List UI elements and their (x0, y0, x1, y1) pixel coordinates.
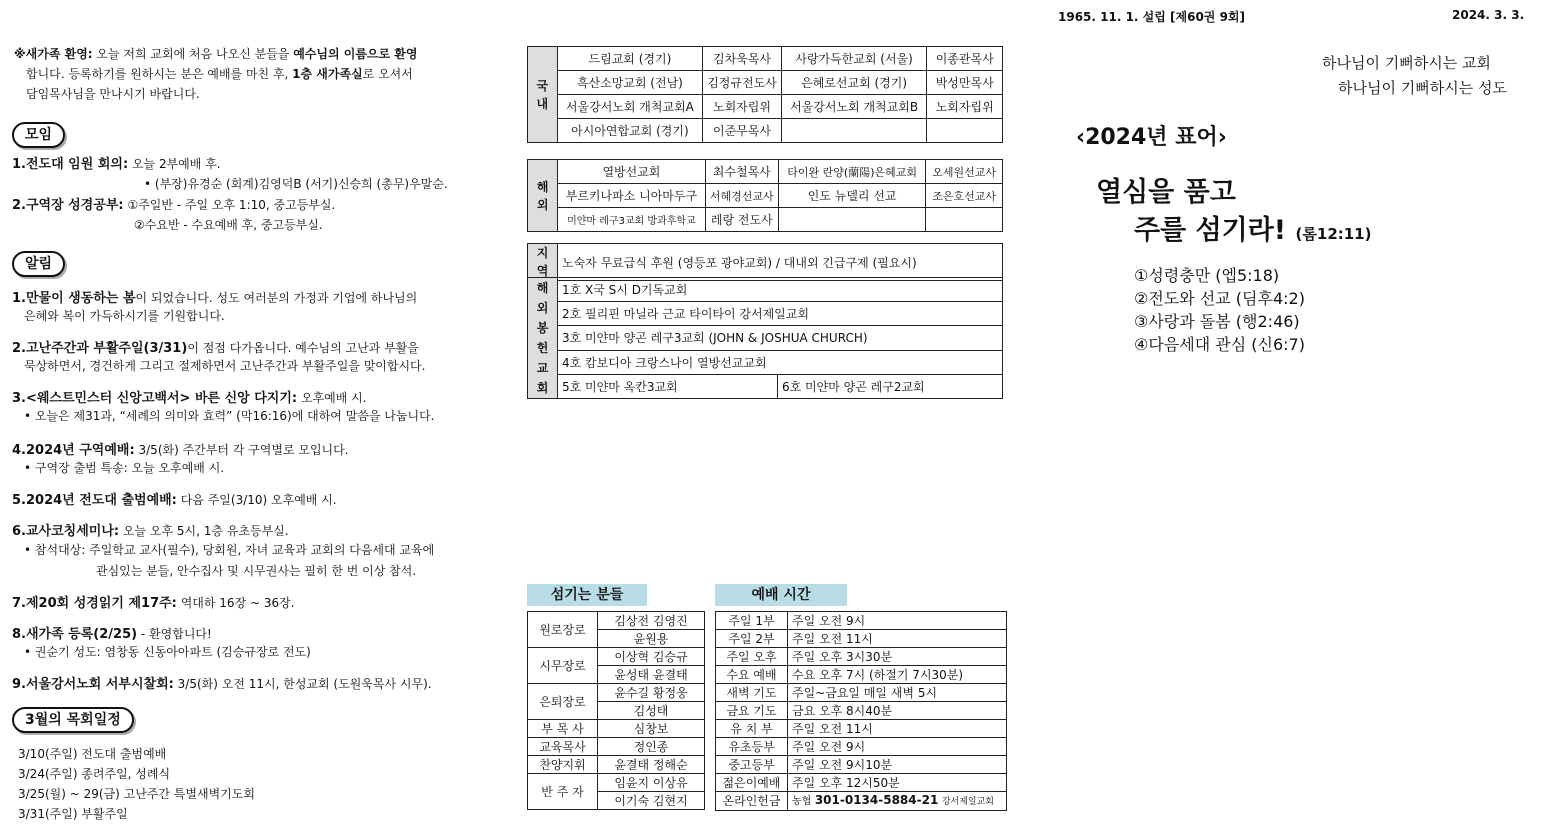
servant-names: 임윤지 이상유 (598, 774, 705, 792)
domestic-cell: 흑산소망교회 (전남) (557, 71, 703, 95)
worship-service: 유초등부 (716, 738, 788, 756)
support-church: 2호 필리핀 마닐라 근교 타이타이 강서제일교회 (558, 302, 1003, 326)
welcome-text-2: 합니다. 등록하기를 원하시는 분은 예배를 마친 후, (26, 67, 293, 81)
worship-time: 주일 오전 9시10분 (788, 756, 1007, 774)
notice-9-text: 3/5(화) 오전 11시, 한성교회 (도원욱목사 시무). (173, 677, 432, 691)
domestic-cell: 김정규전도사 (703, 71, 782, 95)
domestic-cell: 드림교회 (경기) (557, 47, 703, 71)
notice-6-line2: • 참석대상: 주일학교 교사(필수), 당회원, 자녀 교육과 교회의 다음세대 교육에 (24, 543, 435, 557)
servant-names: 윤원용 (598, 630, 705, 648)
domestic-label: 국내 (528, 47, 558, 143)
notice-1-head: 1.만물이 생동하는 봄 (12, 291, 136, 306)
bulletin-date: 2024. 3. 3. (1452, 8, 1525, 22)
notice-item-8 (12, 623, 212, 642)
servant-role: 찬양지휘 (528, 756, 598, 774)
servant-names: 심창보 (598, 720, 705, 738)
worship-time: 수요 오후 7시 (하절기 7시30분) (788, 666, 1007, 684)
schedule-item-1: 3/10(주일) 전도대 출범예배 (18, 747, 167, 761)
support-church: 5호 미얀마 옥칸3교회 (558, 374, 778, 398)
offering-account: 301-0134-5884-21 (814, 793, 939, 807)
offering-info (788, 792, 1007, 811)
goal-item: ④다음세대 관심 (신6:7) (1134, 335, 1305, 354)
motto-line-1: 하나님이 기뻐하시는 교회 (1322, 54, 1491, 72)
domestic-cell: 노회자립위 (927, 95, 1003, 119)
notice-4-head: 4.2024년 구역예배: (12, 443, 135, 458)
theme-goals (1134, 264, 1305, 356)
overseas-cell: 열방선교회 (558, 160, 705, 184)
domestic-cell: 노회자립위 (703, 95, 782, 119)
worship-title: 예배 시간 (715, 584, 847, 606)
overseas-label: 해외 (528, 160, 558, 232)
domestic-cell: 박성만목사 (927, 71, 1003, 95)
worship-service: 주일 오후 (716, 648, 788, 666)
worship-service: 주일 1부 (716, 612, 788, 630)
notice-1-text: 이 되었습니다. 성도 여러분의 가정과 기업에 하나님의 (135, 291, 418, 305)
meeting-2-head: 2.구역장 성경공부: (12, 198, 124, 213)
overseas-cell: 미얀마 레구3교회 방과후학교 (558, 208, 705, 232)
worship-table (715, 611, 1007, 811)
theme-line-1: 열심을 품고 (1096, 177, 1236, 208)
founding-info: 1965. 11. 1. 설립 [제60권 9회] (1058, 10, 1245, 24)
overseas-cell: 인도 뉴델리 선교 (778, 184, 925, 208)
worship-service: 주일 2부 (716, 630, 788, 648)
servant-names: 정인종 (598, 738, 705, 756)
meeting-1-head: 1.전도대 임원 회의: (12, 157, 129, 172)
worship-time: 주일 오후 12시50분 (788, 774, 1007, 792)
notice-6-text: 오늘 오후 5시, 1층 유초등부실. (119, 524, 289, 538)
worship-time: 금요 오후 8시40분 (788, 702, 1007, 720)
overseas-cell: 최수철목사 (705, 160, 778, 184)
notice-8-text: - 환영합니다! (137, 627, 212, 641)
goal-item: ③사랑과 돌봄 (행2:46) (1134, 312, 1300, 331)
meeting-1-sub: • (부장)유경순 (회계)김영덕B (서기)신승희 (총무)우말순. (144, 177, 448, 191)
theme-line-2: 주를 섬기라! (1134, 215, 1287, 246)
meeting-item-1 (12, 153, 221, 172)
servant-role: 은퇴장로 (528, 684, 598, 720)
worship-service: 젊은이예배 (716, 774, 788, 792)
overseas-cell: 타이완 란양(蘭陽)은혜교회 (778, 160, 925, 184)
servant-role: 교육목사 (528, 738, 598, 756)
domestic-cell: 아시아연합교회 (경기) (557, 119, 703, 143)
welcome-prefix: ※새가족 환영: (14, 47, 93, 61)
support-label-text: 해외봉헌교회 (536, 281, 549, 395)
servant-names: 김성태 (598, 702, 705, 720)
region-text: 노숙자 무료급식 후원 (영등포 광야교회) / 대내외 긴급구제 (필요시) (558, 244, 1003, 281)
worship-time: 주일 오전 9시 (788, 738, 1007, 756)
meetings-title: 모임 (12, 122, 65, 148)
worship-service: 유 치 부 (716, 720, 788, 738)
overseas-missions-table (527, 159, 1003, 232)
theme-line-2-wrap (1134, 208, 1371, 247)
schedule-item-2: 3/24(주일) 종려주일, 성례식 (18, 767, 171, 781)
domestic-cell: 서울강서노회 개척교회A (557, 95, 703, 119)
notice-item-9 (12, 673, 432, 692)
overseas-support-table (527, 277, 1003, 399)
worship-time: 주일 오후 3시30분 (788, 648, 1007, 666)
meeting-1-text: 오늘 2부예배 후. (128, 157, 221, 171)
overseas-cell: 서혜경선교사 (705, 184, 778, 208)
worship-service: 금요 기도 (716, 702, 788, 720)
notice-3-text: 오후예배 시. (297, 391, 367, 405)
servants-table (527, 611, 705, 810)
schedule-title: 3월의 목회일정 (12, 707, 134, 733)
theme-reference: (롬12:11) (1295, 225, 1372, 243)
servant-names: 김상전 김영진 (598, 612, 705, 630)
region-support-table (527, 243, 1003, 281)
theme-title: ‹2024년 표어› (1076, 125, 1227, 150)
notice-8-head: 8.새가족 등록(2/25) (12, 627, 138, 642)
overseas-cell: 레랑 전도사 (705, 208, 778, 232)
domestic-cell: 이종관목사 (927, 47, 1003, 71)
notice-6-head: 6.교사코칭세미나: (12, 524, 120, 539)
offering-bank: 농협 (792, 796, 812, 807)
welcome-bold-2: 1층 새가족실 (292, 67, 363, 81)
notice-2-head: 2.고난주간과 부활주일(3/31) (12, 341, 188, 356)
welcome-text-3b: 담임목사님을 만나시기 바랍니다. (26, 87, 200, 101)
support-church: 3호 미얀마 양곤 레구3교회 (JOHN & JOSHUA CHURCH) (558, 326, 1003, 350)
support-church: 6호 미얀마 양곤 레구2교회 (778, 374, 1003, 398)
notice-item-5 (12, 489, 337, 508)
left-column (14, 44, 494, 104)
worship-service: 새벽 기도 (716, 684, 788, 702)
notice-item-4 (12, 439, 349, 458)
notice-5-head: 5.2024년 전도대 출범예배: (12, 493, 177, 508)
notice-item-1 (12, 287, 417, 306)
worship-service: 중고등부 (716, 756, 788, 774)
region-label: 지역 (528, 244, 558, 281)
domestic-cell: 김차욱목사 (703, 47, 782, 71)
notice-item-2 (12, 337, 419, 356)
offering-label: 온라인헌금 (716, 792, 788, 811)
servants-title: 섬기는 분들 (527, 584, 647, 606)
domestic-missions-table (527, 46, 1003, 143)
servant-names: 이기숙 김현지 (598, 792, 705, 810)
schedule-item-4: 3/31(주일) 부활주일 (18, 807, 128, 821)
worship-time: 주일~금요일 매일 새벽 5시 (788, 684, 1007, 702)
meetings-section (12, 122, 65, 148)
servant-role: 반 주 자 (528, 774, 598, 810)
notice-7-head: 7.제20회 성경읽기 제17주: (12, 596, 177, 611)
overseas-cell: 오세원선교사 (926, 160, 1003, 184)
domestic-cell: 서울강서노회 개척교회B (781, 95, 927, 119)
domestic-cell: 사랑가득한교회 (서울) (781, 47, 927, 71)
servant-names: 윤성태 윤결태 (598, 666, 705, 684)
notice-2-line2: 묵상하면서, 경건하게 그리고 절제하면서 고난주간과 부활주일을 맞이합시다. (24, 359, 426, 373)
notice-2-text: 이 점점 다가옵니다. 예수님의 고난과 부활을 (187, 341, 419, 355)
notice-7-text: 역대하 16장 ~ 36장. (176, 596, 295, 610)
domestic-cell (781, 119, 927, 143)
meeting-item-2 (12, 194, 335, 213)
meeting-2-text: ①주일반 - 주일 오후 1:10, 중고등부실. (123, 198, 336, 212)
servant-names: 이상혁 김승규 (598, 648, 705, 666)
schedule-section (12, 707, 134, 733)
support-church: 4호 캄보디아 크랑스나이 열방선교교회 (558, 350, 1003, 374)
overseas-cell (926, 208, 1003, 232)
welcome-text-3a: 로 오셔서 (362, 67, 413, 81)
welcome-notice (14, 44, 484, 104)
overseas-cell (778, 208, 925, 232)
overseas-cell: 부르키나파소 니아마두구 (558, 184, 705, 208)
offering-holder: 강서제일교회 (941, 797, 994, 807)
notice-4-text: 3/5(화) 주간부터 각 구역별로 모입니다. (134, 443, 349, 457)
meeting-2-sub: ②수요반 - 수요예배 후, 중고등부실. (134, 218, 323, 232)
notice-6-line3: 관심있는 분들, 안수집사 및 시무권사는 필히 한 번 이상 참석. (96, 564, 417, 578)
worship-time: 주일 오전 11시 (788, 630, 1007, 648)
notice-item-7 (12, 592, 295, 611)
support-label (528, 278, 558, 399)
schedule-item-3: 3/25(월) ~ 29(금) 고난주간 특별새벽기도회 (18, 787, 255, 801)
welcome-bold-1: 예수님의 이름으로 환영 (293, 47, 418, 61)
notice-9-head: 9.서울강서노회 서부시찰회: (12, 677, 174, 692)
notice-item-6 (12, 520, 289, 539)
servant-role: 원로장로 (528, 612, 598, 648)
notice-3-head: 3.<웨스트민스터 신앙고백서> 바른 신앙 다지기: (12, 391, 298, 406)
motto-line-2: 하나님이 기뻐하시는 성도 (1338, 79, 1507, 97)
servant-names: 윤수길 황정웅 (598, 684, 705, 702)
notices-title: 알림 (12, 251, 65, 277)
domestic-cell: 은혜로선교회 (경기) (781, 71, 927, 95)
worship-time: 주일 오전 9시 (788, 612, 1007, 630)
notice-8-line2: • 권순기 성도: 염창동 신동아아파트 (김승규장로 전도) (24, 645, 311, 659)
domestic-cell: 이준무목사 (703, 119, 782, 143)
servant-names: 윤결태 정해순 (598, 756, 705, 774)
domestic-cell (927, 119, 1003, 143)
notice-1-line2: 은혜와 복이 가득하시기를 기원합니다. (24, 309, 225, 323)
notice-5-text: 다음 주일(3/10) 오후예배 시. (176, 493, 337, 507)
welcome-text-1: 오늘 저희 교회에 처음 나오신 분들을 (92, 47, 294, 61)
servant-role: 시무장로 (528, 648, 598, 684)
goal-item: ②전도와 선교 (딤후4:2) (1134, 289, 1305, 308)
goal-item: ①성령충만 (엡5:18) (1134, 266, 1280, 285)
notice-4-line2: • 구역장 출범 특송: 오늘 오후예배 시. (24, 461, 225, 475)
notice-item-3 (12, 387, 367, 406)
notice-3-line2: • 오늘은 제31과, “세례의 의미와 효력” (막16:16)에 대하여 말씀을 나눕니다. (24, 409, 435, 423)
worship-time: 주일 오전 11시 (788, 720, 1007, 738)
notices-section (12, 251, 65, 277)
overseas-cell: 조은호선교사 (926, 184, 1003, 208)
support-church: 1호 X국 S시 D기독교회 (558, 278, 1003, 302)
worship-service: 수요 예배 (716, 666, 788, 684)
servant-role: 부 목 사 (528, 720, 598, 738)
